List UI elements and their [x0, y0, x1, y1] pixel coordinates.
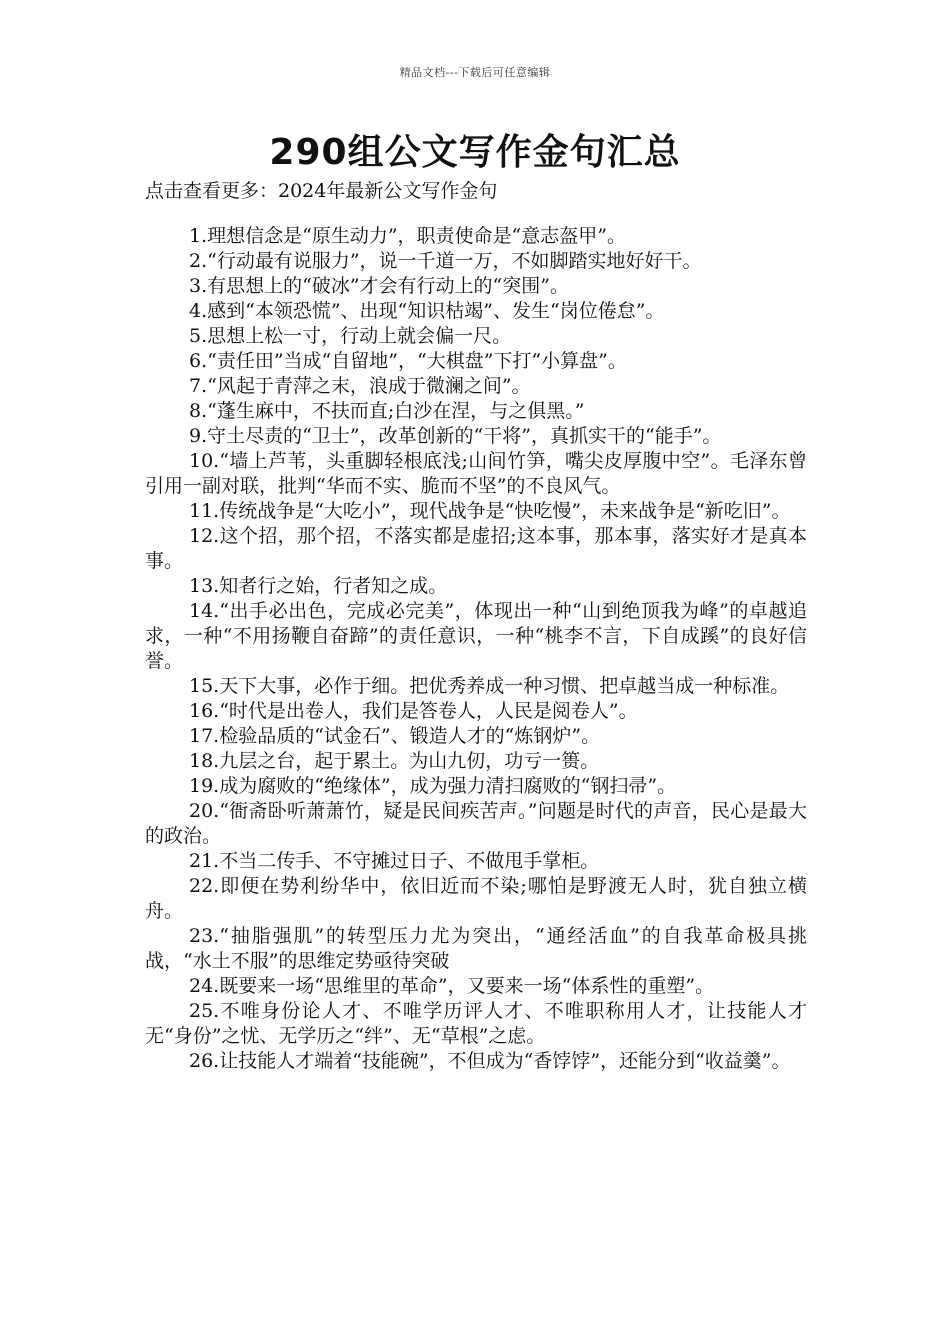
quote-item: 9.守土尽责的“卫士”，改革创新的“干将”，真抓实干的“能手”。: [189, 425, 722, 447]
document-title: 290组公文写作金句汇总: [269, 132, 681, 173]
quote-item: 25.不唯身份论人才、不唯学历评人才、不唯职称用人才，让技能人才无“身份”之忧、无学历之“绊”、无“草根”之虑。: [145, 1000, 807, 1047]
quote-item: 10.“墙上芦苇，头重脚轻根底浅;山间竹笋，嘴尖皮厚腹中空”。毛泽东曾引用一副对联，批判“华而不实、脆而不坚”的不良风气。: [145, 450, 807, 497]
quote-item: 1.理想信念是“原生动力”，职责使命是“意志盔甲”。: [189, 225, 626, 247]
quote-item: 24.既要来一场“思维里的革命”，又要来一场“体系性的重塑”。: [189, 975, 715, 997]
quote-item: 6.“责任田”当成“自留地”，“大棋盘”下打“小算盘”。: [189, 350, 627, 372]
quote-item: 19.成为腐败的“绝缘体”，成为强力清扫腐败的“钢扫帚”。: [189, 775, 677, 797]
quote-item: 5.思想上松一寸，行动上就会偏一尺。: [189, 325, 512, 347]
quote-item: 11.传统战争是“大吃小”，现代战争是“快吃慢”，未来战争是“新吃旧”。: [189, 500, 791, 522]
quote-item: 15.天下大事，必作于细。把优秀养成一种习惯、把卓越当成一种标准。: [189, 675, 790, 697]
quote-item: 22.即便在势利纷华中，依旧近而不染;哪怕是野渡无人时，犹自独立横舟。: [145, 875, 807, 922]
quote-item: 20.“衙斋卧听萧萧竹，疑是民间疾苦声。”问题是时代的声音，民心是最大的政治。: [145, 800, 807, 847]
quote-item: 4.感到“本领恐慌”、出现“知识枯竭”、发生“岗位倦怠”。: [189, 300, 665, 322]
quote-item: 23.“抽脂强肌”的转型压力尤为突出，“通经活血”的自我革命极具挑战，“水土不服”的思维定势亟待突破: [145, 925, 807, 972]
more-articles-link[interactable]: 点击查看更多：2024年最新公文写作金句: [145, 180, 498, 202]
quote-item: 16.“时代是出卷人，我们是答卷人，人民是阅卷人”。: [189, 700, 638, 722]
quote-list: [145, 224, 807, 1074]
quote-item: 7.“风起于青萍之末，浪成于微澜之间”。: [189, 375, 531, 397]
quote-item: 8.“蓬生麻中，不扶而直;白沙在涅，与之俱黑。”: [189, 400, 585, 422]
quote-item: 13.知者行之始，行者知之成。: [189, 575, 448, 597]
header-note: 精品文档---下载后可任意编辑: [399, 66, 551, 79]
quote-item: 18.九层之台，起于累土。为山九仞，功亏一篑。: [189, 750, 600, 772]
quote-item: 2.“行动最有说服力”，说一千道一万，不如脚踏实地好好干。: [189, 250, 702, 272]
quote-item: 12.这个招，那个招，不落实都是虚招;这本事，那本事，落实好才是真本事。: [145, 525, 807, 572]
quote-item: 21.不当二传手、不守摊过日子、不做甩手掌柜。: [189, 850, 600, 872]
quote-item: 3.有思想上的“破冰”才会有行动上的“突围”。: [189, 275, 569, 297]
quote-item: 26.让技能人才端着“技能碗”，不但成为“香饽饽”，还能分到“收益羹”。: [189, 1050, 791, 1072]
quote-item: 14.“出手必出色，完成必完美”，体现出一种“山到绝顶我为峰”的卓越追求，一种“不用扬鞭自奋蹄”的责任意识，一种“桃李不言，下自成蹊”的良好信誉。: [145, 600, 807, 672]
quote-item: 17.检验品质的“试金石”、锻造人才的“炼钢炉”。: [189, 725, 601, 747]
